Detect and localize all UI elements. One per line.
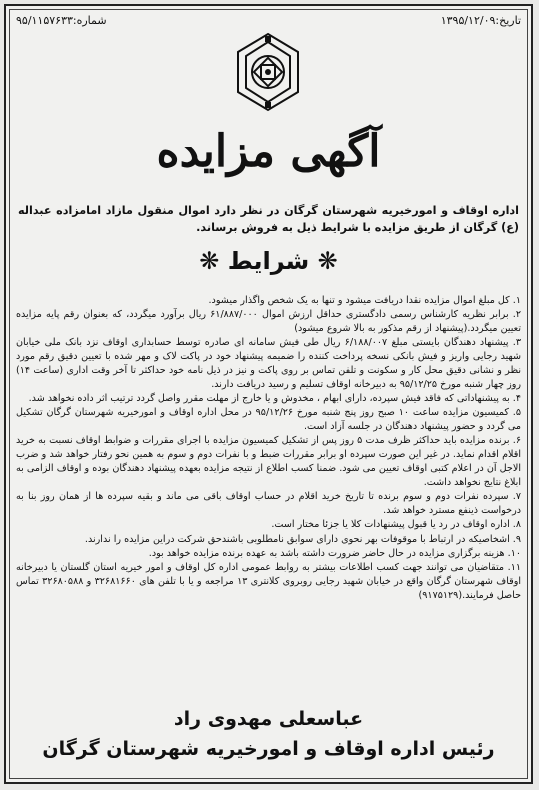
- awqaf-emblem-icon: [232, 30, 304, 118]
- condition-item: ۱۱. متقاضیان می توانند جهت کسب اطلاعات بیشتر به روابط عمومی اداره کل اوقاف و امور خیریه استان گلستان یا دبیرخانه اوقاف شهرستان گرگان واقع در خیابان شهید رجایی روبروی کلانتری ۱۳ مراجعه و یا با تلفن های ۳۲۶۸۱۶۶۰ و ۳۲۶۸۰۵۸۸ تماس حاصل فرمایند.(۹۱۷۵۱۲۹): [16, 562, 522, 601]
- intro-paragraph: اداره اوقاف و امورخیریه شهرستان گرگان در نظر دارد اموال منقول مازاد امامزاده عبداله (ع) گرگان از طریق مزایده با شرایط ذیل به فروش برساند.: [18, 204, 519, 234]
- condition-item: ۵. کمیسیون مزایده ساعت ۱۰ صبح روز پنج شنبه مورخ ۹۵/۱۲/۲۶ در محل اداره اوقاف و امورخیریه شهرستان گرگان تشکیل می گردد و حضور پیشنهاد دهندگان در جلسه آزاد است.: [16, 407, 521, 433]
- notice-page: [4, 4, 533, 784]
- header: [16, 14, 521, 30]
- conditions-heading: ❋ شرایط ❋: [199, 247, 338, 275]
- condition-item: ۲. برابر نظریه کارشناس رسمی دادگستری حداقل ارزش اموال ۶۱/۸۸۷/۰۰۰ ریال برآورد میگردد، که بعنوان رقم پایه مزایده تعیین میگردد.(پیشنهاد از رقم مذکور به بالا شروع میشود): [16, 309, 521, 335]
- condition-item: ۶. برنده مزایده باید حداکثر ظرف مدت ۵ روز پس از تشکیل کمیسیون مزایده با اجرای مقررات و ضوابط اوقاف نسبت به خرید اقلام اقدام نماید. در غیر این صورت سپرده او برابر مقررات ضبط و با نفرات دوم و سوم به همین نحو رفتار خواهد شد و ضرب الاجل آن در اعلام کتبی اوقاف تعیین می شود. ضمنا کسب اطلاع از نتیجه مزایده بعهده پیشنهاد دهندگان بوده و اوقاف الزامی به ابلاغ نتایج نخواهد داشت.: [16, 435, 521, 488]
- notice-date: تاریخ:۱۳۹۵/۱۲/۰۹: [440, 14, 521, 27]
- condition-item: ۳. پیشنهاد دهندگان بایستی مبلغ ۶/۱۸۸/۰۰۷ ریال طی فیش سامانه ای صادره توسط حسابداری اوقاف نزد بانک ملی خیابان شهید رجایی واریز و فیش بانکی نسخه پرداخت کننده را ضمیمه پیشنهاد خود در پاکت لاک و مهر شده با تعیین دقیق رقم مورد نظر و نشانی دقیق محل کار و سکونت و تلفن تماس بر روی پاکت و نیز در ذیل نامه خود حداکثر تا آخر وقت اداری (ساعت ۱۴) روز چهار شنبه مورخ ۹۵/۱۲/۲۵ به دبیرخانه اوقاف تسلیم و رسید دریافت دارند.: [16, 337, 521, 390]
- notice-number: شماره:۹۵/۱۱۵۷۶۳۳: [16, 14, 107, 27]
- condition-item: ۹. اشخاصیکه در ارتباط با موقوفات بهر نحوی دارای سوابق نامطلوبی باشندحق شرکت دراین مزایده را ندارند.: [84, 533, 521, 545]
- signatory-position: رئیس اداره اوقاف و امورخیریه شهرستان گرگان: [42, 738, 495, 760]
- condition-item: ۸. اداره اوقاف در رد یا قبول پیشنهادات کلا یا جزئا مختار است.: [271, 519, 521, 531]
- condition-item: ۴. به پیشنهاداتی که فاقد فیش سپرده، دارای ابهام ، مخدوش و یا خارج از مهلت مقرر واصل گردد ترتیب اثر داده نخواهد شد.: [28, 393, 521, 405]
- signatory-name: عباسعلی مهدوی راد: [173, 708, 364, 730]
- condition-item: ۷. سپرده نفرات دوم و سوم برنده تا تاریخ خرید اقلام در حساب اوقاف باقی می ماند و بقیه سپرده ها از همان روز بنا به درخواست ذینفع مسترد خواهد شد.: [16, 491, 521, 516]
- page-title: آگهی مزایده: [156, 126, 381, 177]
- conditions-list: [16, 294, 521, 603]
- condition-item: ۱. کل مبلغ اموال مزایده نقدا دریافت میشود و تنها به یک شخص واگذار میشود.: [208, 295, 521, 306]
- condition-item: ۱۰. هزینه برگزاری مزایده در حال حاضر ضرورت داشته باشد به عهده برنده مزایده خواهد بود.: [148, 547, 521, 559]
